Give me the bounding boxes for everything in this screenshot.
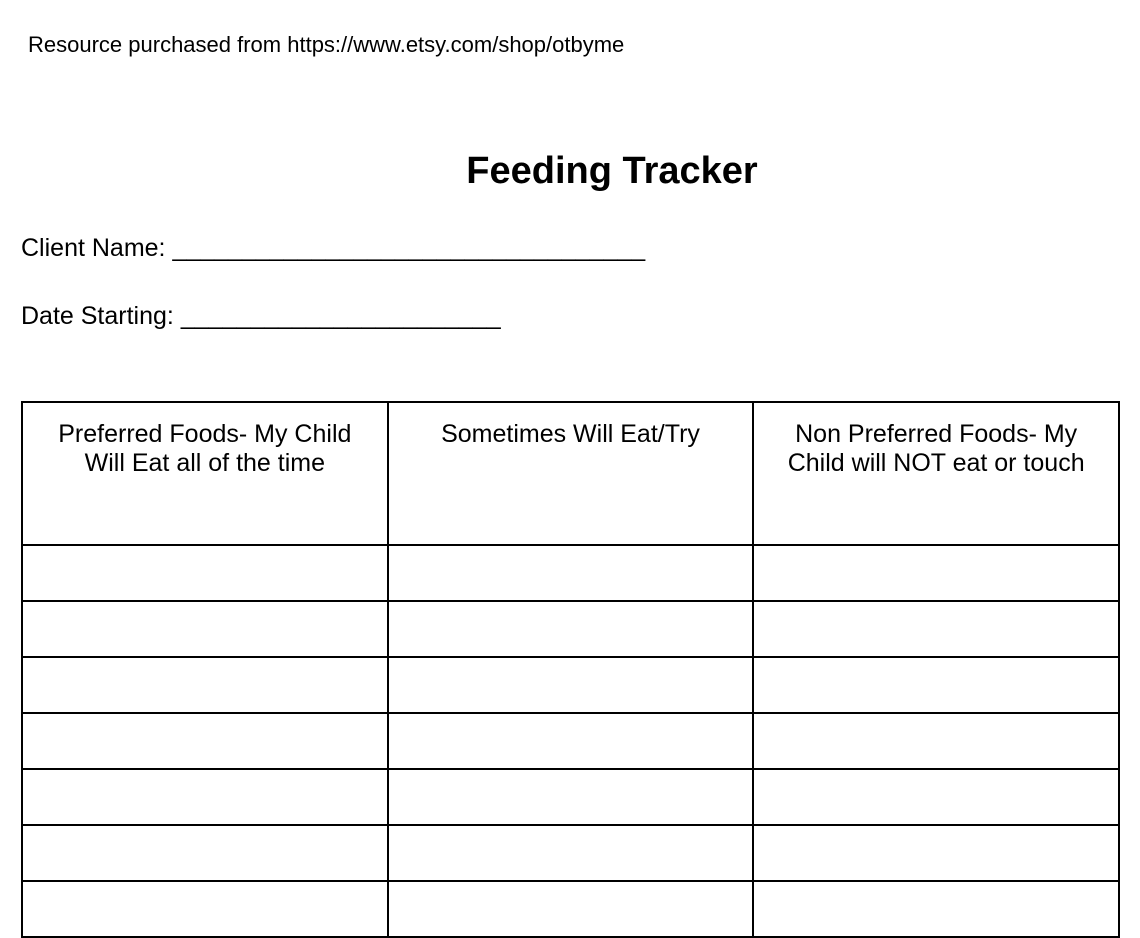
column-header-preferred-foods: Preferred Foods- My Child Will Eat all of the time	[22, 402, 388, 545]
date-starting-blank-line[interactable]: _______________________	[180, 302, 501, 330]
table-row	[22, 769, 1119, 825]
sometimes-will-eat-cell[interactable]	[388, 825, 754, 881]
client-name-label: Client Name:	[21, 234, 166, 262]
non-preferred-foods-cell[interactable]	[753, 713, 1119, 769]
source-note: Resource purchased from https://www.etsy.com/shop/otbyme	[28, 32, 625, 57]
sometimes-will-eat-cell[interactable]	[388, 601, 754, 657]
non-preferred-foods-cell[interactable]	[753, 769, 1119, 825]
client-name-blank-line[interactable]: __________________________________	[172, 234, 646, 262]
table-header-row	[22, 402, 1119, 545]
sometimes-will-eat-cell[interactable]	[388, 545, 754, 601]
preferred-foods-cell[interactable]	[22, 769, 388, 825]
page-title: Feeding Tracker	[466, 150, 758, 192]
table-row	[22, 825, 1119, 881]
preferred-foods-cell[interactable]	[22, 881, 388, 937]
preferred-foods-cell[interactable]	[22, 657, 388, 713]
sometimes-will-eat-cell[interactable]	[388, 657, 754, 713]
table-row	[22, 601, 1119, 657]
table-body	[22, 545, 1119, 937]
table-row	[22, 713, 1119, 769]
sometimes-will-eat-cell[interactable]	[388, 881, 754, 937]
client-name-field	[21, 232, 645, 264]
non-preferred-foods-cell[interactable]	[753, 601, 1119, 657]
date-starting-label: Date Starting:	[21, 302, 174, 330]
sometimes-will-eat-cell[interactable]	[388, 713, 754, 769]
preferred-foods-cell[interactable]	[22, 713, 388, 769]
non-preferred-foods-cell[interactable]	[753, 545, 1119, 601]
table-row	[22, 881, 1119, 937]
table-row	[22, 545, 1119, 601]
non-preferred-foods-cell[interactable]	[753, 825, 1119, 881]
table-row	[22, 657, 1119, 713]
date-starting-field	[21, 300, 501, 332]
column-header-non-preferred-foods: Non Preferred Foods- My Child will NOT eat or touch	[753, 402, 1119, 545]
non-preferred-foods-cell[interactable]	[753, 657, 1119, 713]
column-header-sometimes-will-eat: Sometimes Will Eat/Try	[388, 402, 754, 545]
preferred-foods-cell[interactable]	[22, 545, 388, 601]
feeding-tracker-table	[21, 401, 1120, 938]
preferred-foods-cell[interactable]	[22, 825, 388, 881]
sometimes-will-eat-cell[interactable]	[388, 769, 754, 825]
non-preferred-foods-cell[interactable]	[753, 881, 1119, 937]
preferred-foods-cell[interactable]	[22, 601, 388, 657]
